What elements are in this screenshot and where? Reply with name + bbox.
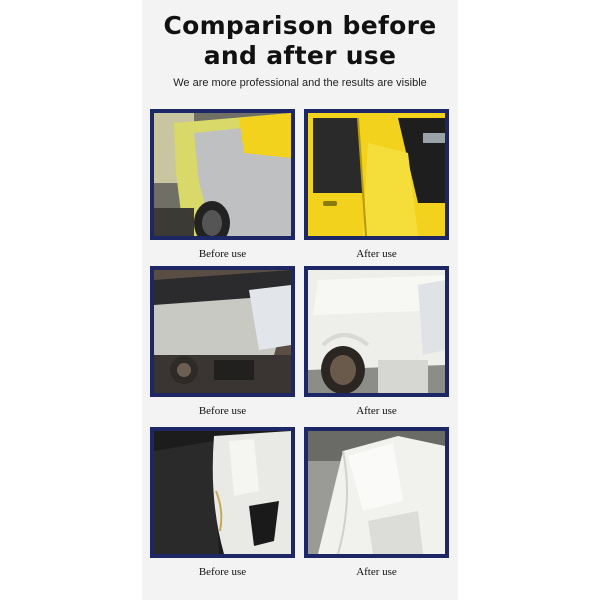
- before-caption: Before use: [198, 566, 247, 578]
- before-caption: Before use: [198, 248, 247, 260]
- before-photo-white-fender: [150, 427, 295, 558]
- after-caption: After use: [356, 248, 397, 260]
- after-photo-white-fender: [304, 427, 449, 558]
- after-photo-yellow-car: [304, 109, 449, 240]
- before-photo-yellow-car: [150, 109, 295, 240]
- comparison-panel: [142, 0, 458, 600]
- page-title-line-1: Comparison before: [163, 11, 437, 40]
- page-title-line-2: and after use: [203, 41, 397, 70]
- after-caption: After use: [356, 566, 397, 578]
- before-caption: Before use: [198, 405, 247, 417]
- after-caption: After use: [356, 405, 397, 417]
- after-photo-rear-quarter: [304, 266, 449, 397]
- subtitle: We are more professional and the results are visible: [173, 77, 427, 89]
- before-photo-rear-quarter: [150, 266, 295, 397]
